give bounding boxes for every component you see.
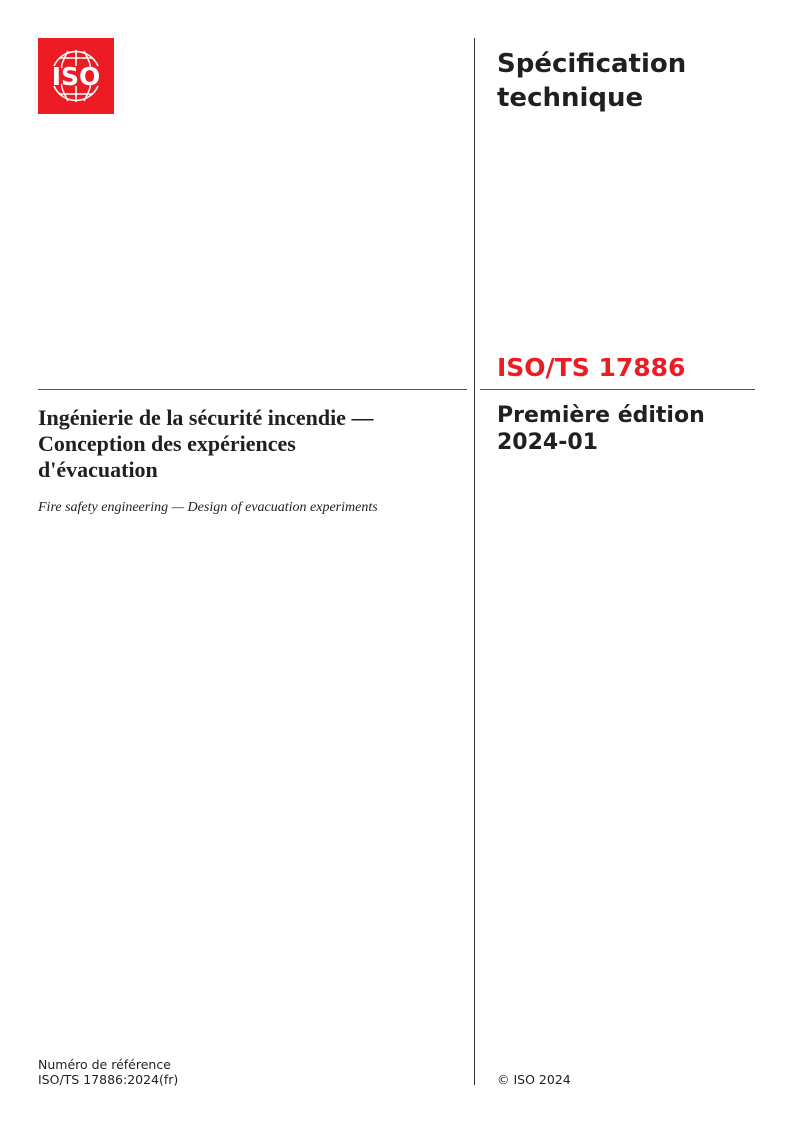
reference-value: ISO/TS 17886:2024(fr) [38, 1072, 179, 1087]
globe-icon [38, 38, 114, 114]
copyright: © ISO 2024 [497, 1072, 571, 1087]
left-rule [38, 389, 467, 390]
title-french [38, 405, 463, 483]
document-type-line: technique [497, 83, 644, 113]
reference-number [38, 1057, 178, 1087]
reference-label: Numéro de référence [38, 1057, 171, 1072]
edition [497, 402, 705, 456]
title-line: Ingénierie de la sécurité incendie — [38, 405, 374, 430]
edition-label: Première édition [497, 403, 705, 428]
svg-text:ISO: ISO [51, 62, 101, 91]
right-rule [480, 389, 755, 390]
title-line: d'évacuation [38, 457, 158, 482]
iso-logo [38, 38, 114, 114]
title-english: Fire safety engineering — Design of evacuation experiments [38, 500, 378, 515]
edition-date: 2024-01 [497, 430, 598, 455]
column-divider [474, 38, 475, 1085]
document-type-line: Spécification [497, 49, 687, 79]
document-number: ISO/TS 17886 [497, 353, 686, 382]
title-line: Conception des expériences [38, 431, 296, 456]
document-type [497, 47, 686, 115]
